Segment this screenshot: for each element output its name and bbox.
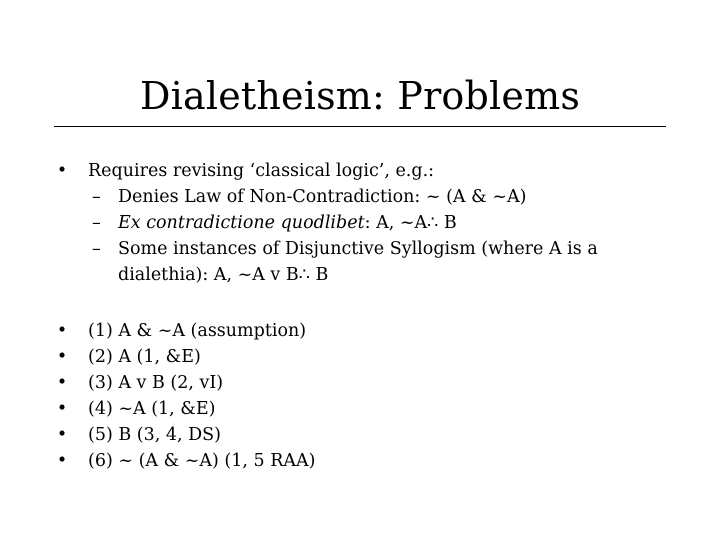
- sub-item-disjunctive-syllogism: [56, 236, 676, 288]
- proof-step-1: [56, 318, 676, 344]
- dash-icon: –: [92, 239, 101, 259]
- proof-step-text: (1) A & ~A (assumption): [88, 321, 307, 341]
- bullet-icon: •: [56, 321, 68, 341]
- title-divider: [54, 126, 666, 127]
- sub-list: [56, 184, 676, 288]
- bullet-icon: •: [56, 399, 68, 419]
- bullet-text: Requires revising ‘classical logic’, e.g.:: [88, 161, 435, 181]
- proof-step-text: (6) ~ (A & ~A) (1, 5 RAA): [88, 451, 316, 471]
- bullet-icon: •: [56, 425, 68, 445]
- sub-item-ex-contradictione: [56, 210, 676, 236]
- bullet-requires-revising: [56, 158, 676, 184]
- slide-content: [56, 158, 676, 474]
- proof-step-3: [56, 370, 676, 396]
- proof-step-text: (5) B (3, 4, DS): [88, 425, 221, 445]
- sub-item-text: : A, ~A∴ B: [364, 213, 457, 233]
- proof-step-2: [56, 344, 676, 370]
- proof-step-5: [56, 422, 676, 448]
- proof-step-6: [56, 448, 676, 474]
- dash-icon: –: [92, 213, 101, 233]
- proof-step-text: (3) A v B (2, vI): [88, 373, 224, 393]
- sub-item-italic-text: Ex contradictione quodlibet: [118, 213, 365, 233]
- slide-title: Dialetheism: Problems: [139, 74, 581, 118]
- sub-item-text: Some instances of Disjunctive Syllogism (where A is a dialethia): A, ~A v B∴ B: [118, 239, 598, 285]
- sub-item-text: Denies Law of Non-Contradiction: ~ (A & ~A): [118, 187, 527, 207]
- proof-step-4: [56, 396, 676, 422]
- dash-icon: –: [92, 187, 101, 207]
- bullet-icon: •: [56, 347, 68, 367]
- bullet-icon: •: [56, 373, 68, 393]
- sub-item-non-contradiction: [56, 184, 676, 210]
- proof-step-text: (4) ~A (1, &E): [88, 399, 216, 419]
- bullet-icon: •: [56, 161, 68, 181]
- spacer: [56, 288, 676, 318]
- bullet-icon: •: [56, 451, 68, 471]
- proof-step-text: (2) A (1, &E): [88, 347, 201, 367]
